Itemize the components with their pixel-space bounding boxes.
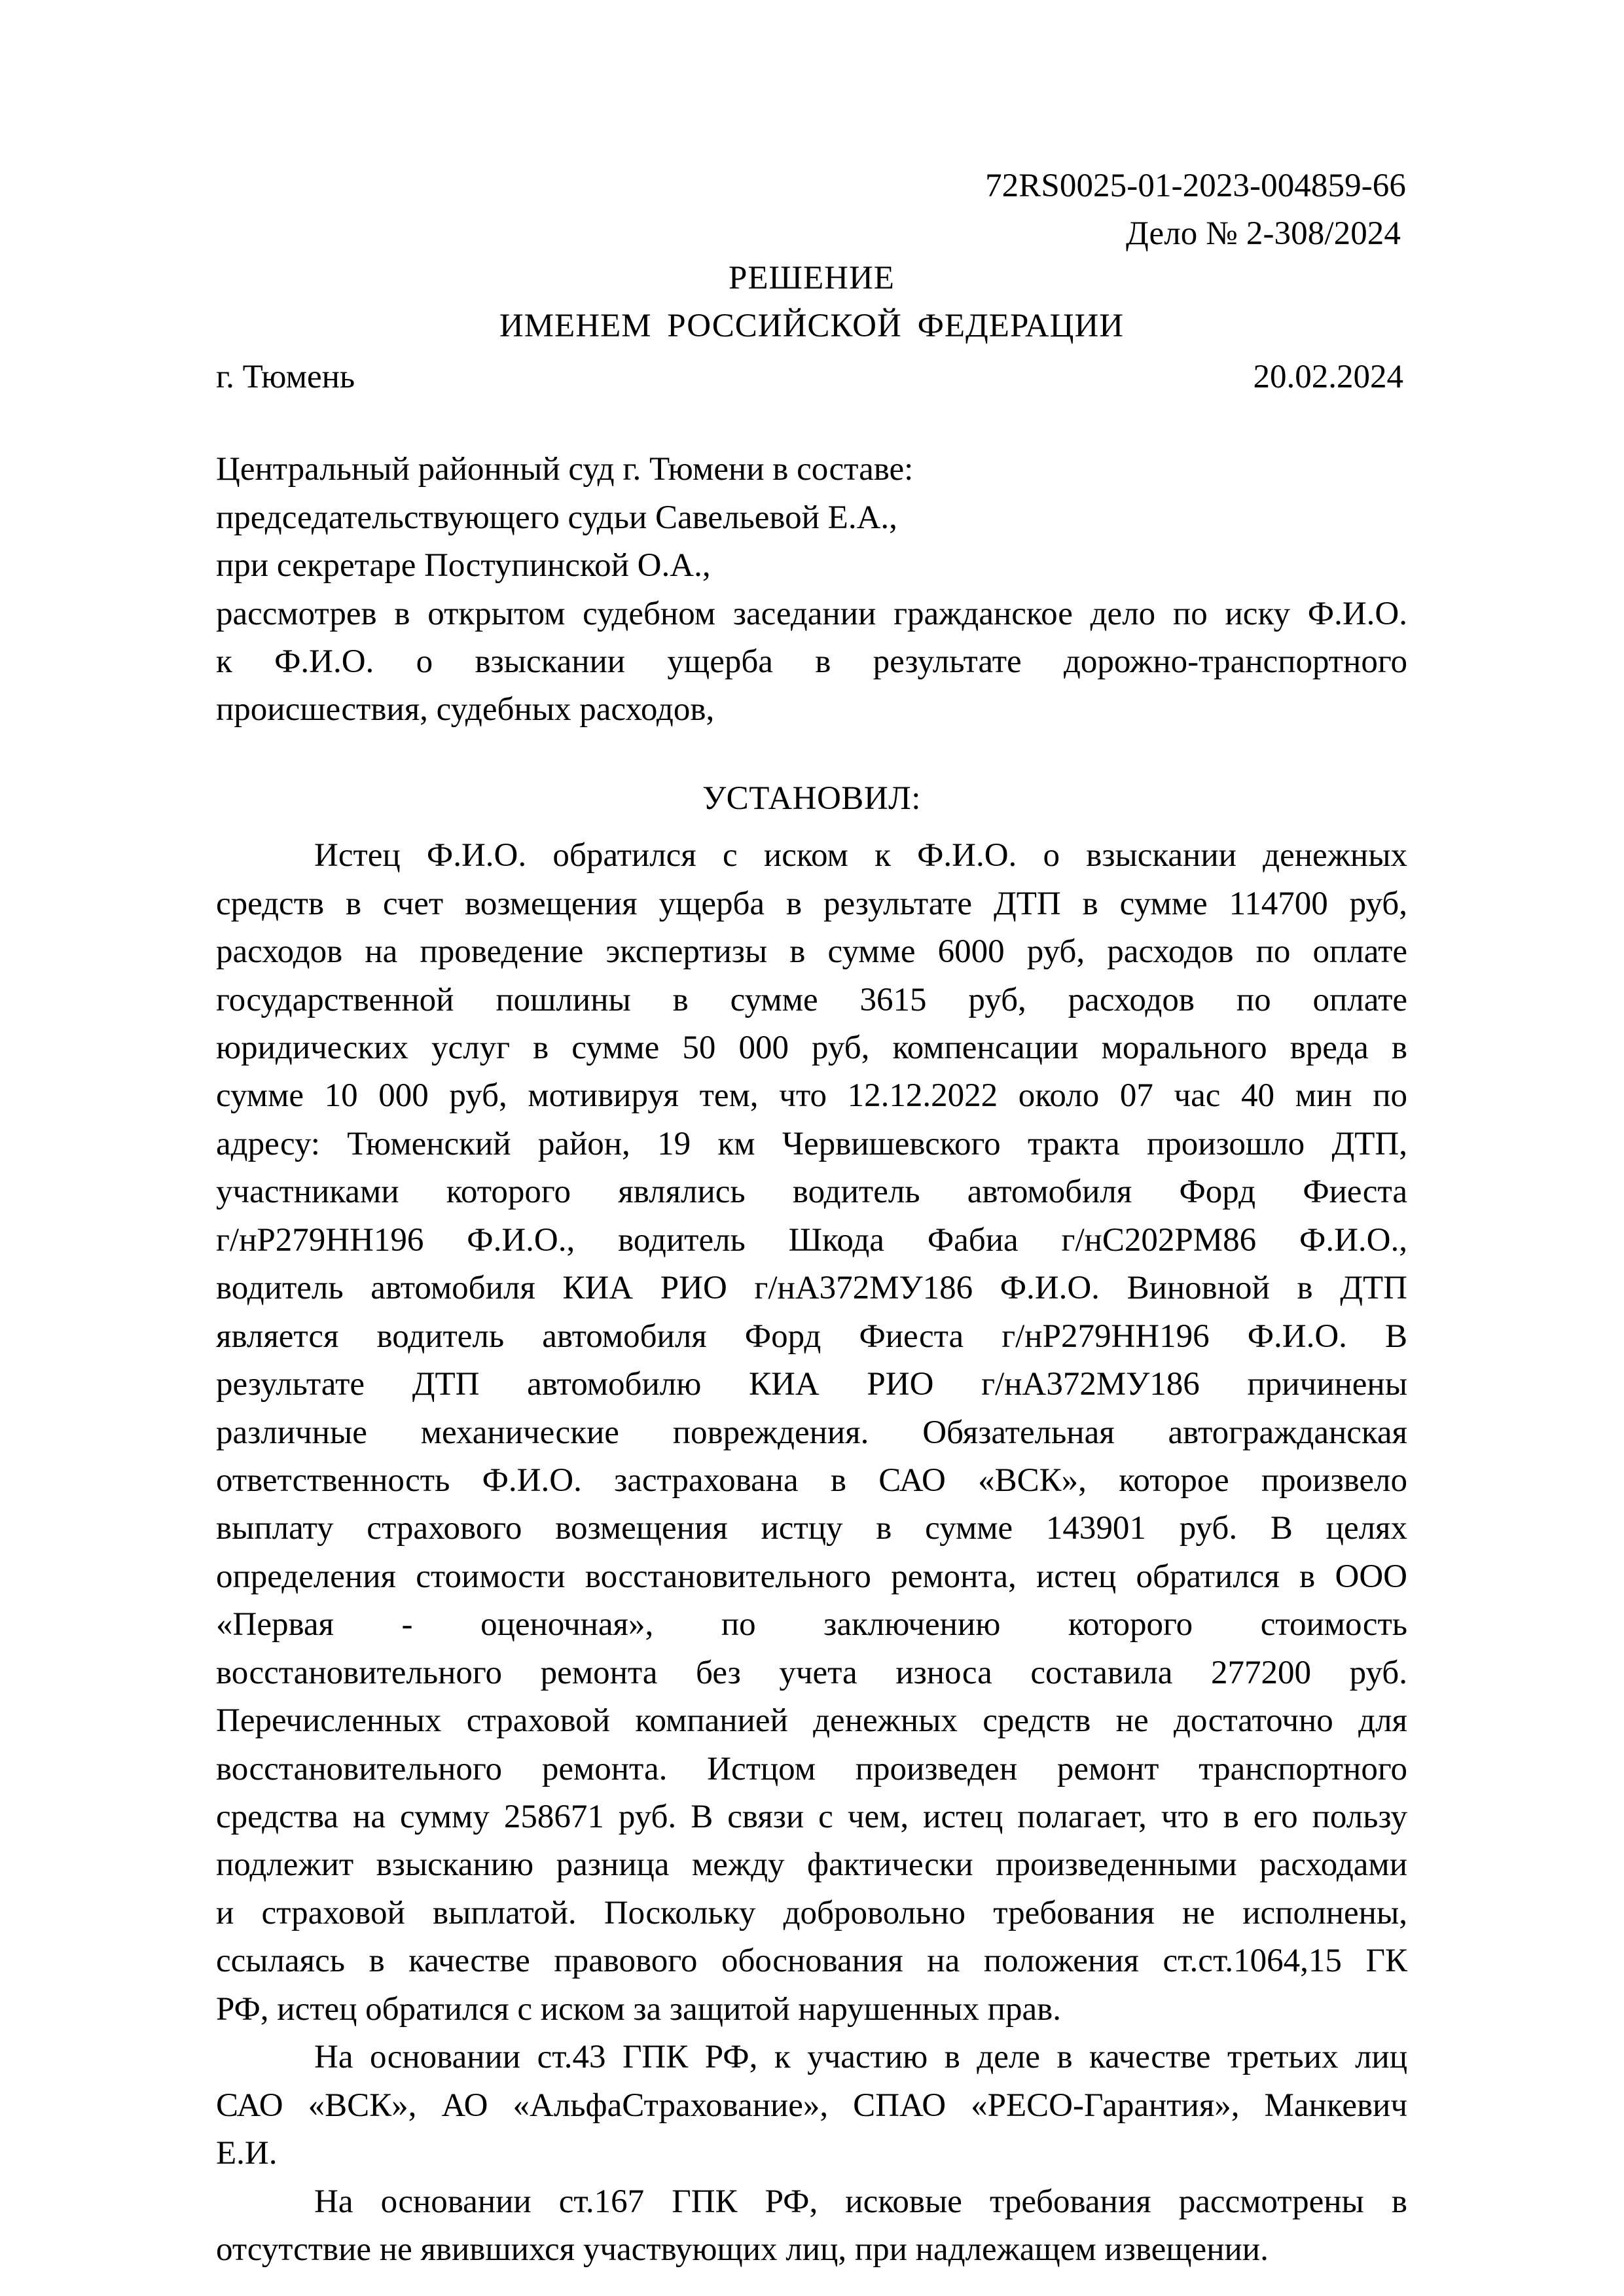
body-line: определения стоимости восстановительного ремонта, истец обратился в ООО	[216, 1558, 1407, 1595]
body-line: На основании ст.43 ГПК РФ, к участию в деле в качестве третьих лиц	[314, 2039, 1407, 2076]
paragraph-third-parties	[216, 2034, 1407, 2178]
body-line: отсутствие не явившихся участвующих лиц, при надлежащем извещении.	[216, 2231, 1269, 2268]
body-line: восстановительного ремонта без учета износа составила 277200 руб.	[216, 1654, 1407, 1691]
court-name-line: Центральный районный суд г. Тюмени в составе:	[216, 451, 914, 488]
body-line: средств в счет возмещения ущерба в результате ДТП в сумме 114700 руб,	[216, 885, 1407, 922]
preamble-line: к Ф.И.О. о взыскании ущерба в результате дорожно-транспортного	[216, 643, 1407, 680]
body-line: восстановительного ремонта. Истцом произведен ремонт транспортного	[216, 1750, 1407, 1787]
title-in-name-of-rf: ИМЕНЕМ РОССИЙСКОЙ ФЕДЕРАЦИИ	[499, 308, 1125, 345]
body-line: Истец Ф.И.О. обратился с иском к Ф.И.О. о взыскании денежных	[314, 837, 1407, 874]
decision-date: 20.02.2024	[1253, 358, 1403, 395]
body-line: САО «ВСК», АО «АльфаСтрахование», СПАО «РЕСО-Гарантия», Манкевич	[216, 2087, 1407, 2124]
body-line: ссылаясь в качестве правового обоснования на положения ст.ст.1064,15 ГК	[216, 1943, 1407, 1980]
paragraph-absentia	[216, 2178, 1407, 2274]
section-heading-ustanovil: УСТАНОВИЛ:	[702, 780, 921, 817]
body-line: водитель автомобиля КИА РИО г/нА372МУ186 Ф.И.О. Виновной в ДТП	[216, 1270, 1407, 1307]
preamble-line: происшествия, судебных расходов,	[216, 691, 715, 728]
body-line: г/нР279НН196 Ф.И.О., водитель Шкода Фабиа г/нС202РМ86 Ф.И.О.,	[216, 1221, 1407, 1259]
body-line: На основании ст.167 ГПК РФ, исковые требования рассмотрены в	[314, 2183, 1407, 2220]
body-line: результате ДТП автомобилю КИА РИО г/нА372МУ186 причинены	[216, 1366, 1407, 1403]
document-title	[216, 255, 1407, 351]
body-line: ответственность Ф.И.О. застрахована в САО «ВСК», которое произвело	[216, 1462, 1407, 1499]
paragraph-claim-facts	[216, 832, 1407, 2034]
document-body	[216, 162, 1407, 2274]
body-line: выплату страхового возмещения истцу в сумме 143901 руб. В целях	[216, 1510, 1407, 1547]
preamble-line: рассмотрев в открытом судебном заседании гражданское дело по иску Ф.И.О.	[216, 595, 1407, 632]
body-line: расходов на проведение экспертизы в сумме 6000 руб, расходов по оплате	[216, 933, 1407, 971]
body-line: государственной пошлины в сумме 3615 руб, расходов по оплате	[216, 981, 1407, 1018]
presiding-judge-line: председательствующего судьи Савельевой Е.А.,	[216, 499, 897, 536]
body-line: адресу: Тюменский район, 19 км Червишевского тракта произошло ДТП,	[216, 1125, 1407, 1162]
city-name: г. Тюмень	[216, 358, 355, 395]
body-line: является водитель автомобиля Форд Фиеста г/нР279НН196 Ф.И.О. В	[216, 1318, 1407, 1355]
case-number: 72RS0025-01-2023-004859-66	[985, 168, 1406, 204]
body-line: РФ, истец обратился с иском за защитой нарушенных прав.	[216, 1990, 1061, 2028]
preamble-block	[216, 446, 1407, 734]
body-line: подлежит взысканию разница между фактически произведенными расходами	[216, 1846, 1407, 1884]
body-line: средства на сумму 258671 руб. В связи с чем, истец полагает, что в его пользу	[216, 1799, 1407, 1835]
title-decision: РЕШЕНИЕ	[729, 259, 895, 296]
place-and-date	[216, 353, 1407, 401]
case-subject-line	[216, 590, 1407, 734]
case-header	[216, 162, 1407, 259]
body-line: и страховой выплатой. Поскольку добровольно требования не исполнены,	[216, 1894, 1407, 1931]
body-line: «Первая - оценочная», по заключению которого стоимость	[216, 1606, 1407, 1643]
body-line: сумме 10 000 руб, мотивируя тем, что 12.12.2022 около 07 час 40 мин по	[216, 1077, 1407, 1115]
body-line: юридических услуг в сумме 50 000 руб, компенсации морального вреда в	[216, 1030, 1407, 1066]
secretary-line: при секретаре Поступинской О.А.,	[216, 547, 711, 584]
case-file-number: Дело № 2-308/2024	[1125, 215, 1401, 253]
body-line: Перечисленных страховой компанией денежных средств не достаточно для	[216, 1702, 1407, 1740]
body-line: различные механические повреждения. Обязательная автогражданская	[216, 1414, 1407, 1451]
body-line: участниками которого являлись водитель автомобиля Форд Фиеста	[216, 1174, 1407, 1211]
body-line: Е.И.	[216, 2135, 278, 2172]
